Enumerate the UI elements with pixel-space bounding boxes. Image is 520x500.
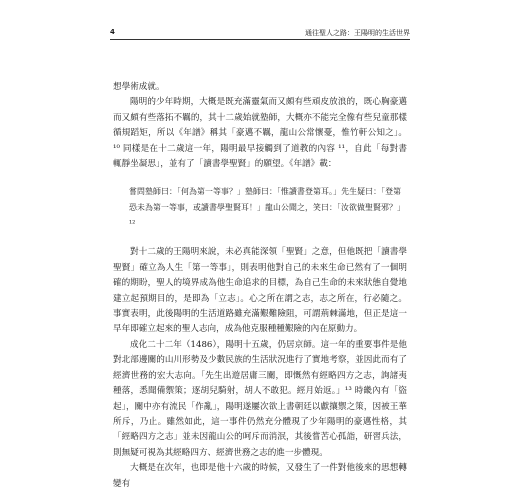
page-number: 4 (110, 28, 115, 36)
paragraph-continuation: 想學術成就。 (113, 82, 165, 92)
page-header (110, 28, 410, 42)
paragraph-frontier-trip: 成化二十二年（1486），陽明十五歲，仍居京師。這一年的重要事件是他對北部邊關的山川形勢及少數民族的生活狀況進行了實地考察，並因此而有了經濟世務的宏大志向。「先生出遊居庸三關，即慨然有經略四方之志，詢諸夷種落，悉聞備禦策；逐胡兒騎射，胡人不敢犯。經月始返。」¹³ 時畿內有「盜起」，關中亦有流民「作亂」，陽明遂屢次欲上書朝廷以獻攘禦之策，因被王華所斥，乃止。雖然如此，這一事件仍然充分體現了少年陽明的豪邁性格，其「經略四方之志」並未因龍山公的呵斥而消泯，其後嘗苦心孤詣，研習兵法，則無疑可視為其經略四方、經濟世務之志的進一步體現。 (113, 339, 407, 458)
header-rule (110, 39, 410, 40)
block-quote-nianpu: 嘗問塾師曰：「何為第一等事？」塾師曰：「惟讀書登第耳。」先生疑曰：「登第恐未為第一等事，或讀書學聖賢耳！」龍山公聞之，笑曰：「汝欲做聖賢邪？」¹² (129, 187, 401, 229)
body-text (113, 80, 407, 492)
paragraph-sage-ambition: 對十二歲的王陽明來說，未必真能深領「聖賢」之意，但他既把「讀書學聖賢」確立為人生「第一等事」，則表明他對自己的未來生命已然有了一個明確的期盼，聖人的境界成為他生命追求的目標，為自己生命的未來狀態自覺地建立起預期目的，是即為「立志」。心之所在謂之志，志之所在，行必隨之。事實表明，此後陽明的生活道路雖充滿艱難險阻，可謂荊棘滿地，但正是這一早年即確立起來的聖人志向，成為他克服種種艱險的內在原動力。 (113, 247, 407, 335)
paragraph-youth: 陽明的少年時期，大概是既充滿靈氣而又頗有些頑皮放浪的，既心胸豪邁而又頗有些落拓不羈的，其十二歲始就塾師，大概亦不能完全像有些兒童那樣循規蹈矩，所以《年譜》稱其「豪邁不羈，龍山公常懷憂，惟竹軒公知之」。¹⁰ 同樣是在十二歲這一年，陽明最早接觸到了道教的內容 ¹¹，自此「每對書輒靜坐凝思」，並有了「讀書學聖賢」的願望。《年譜》載： (113, 97, 407, 170)
paragraph-following-year: 大概是在次年，也即是他十六歲的時候，又發生了一件對他後來的思想轉變有 (113, 463, 407, 489)
running-title: 通往聖人之路：王陽明的生活世界 (305, 29, 410, 37)
